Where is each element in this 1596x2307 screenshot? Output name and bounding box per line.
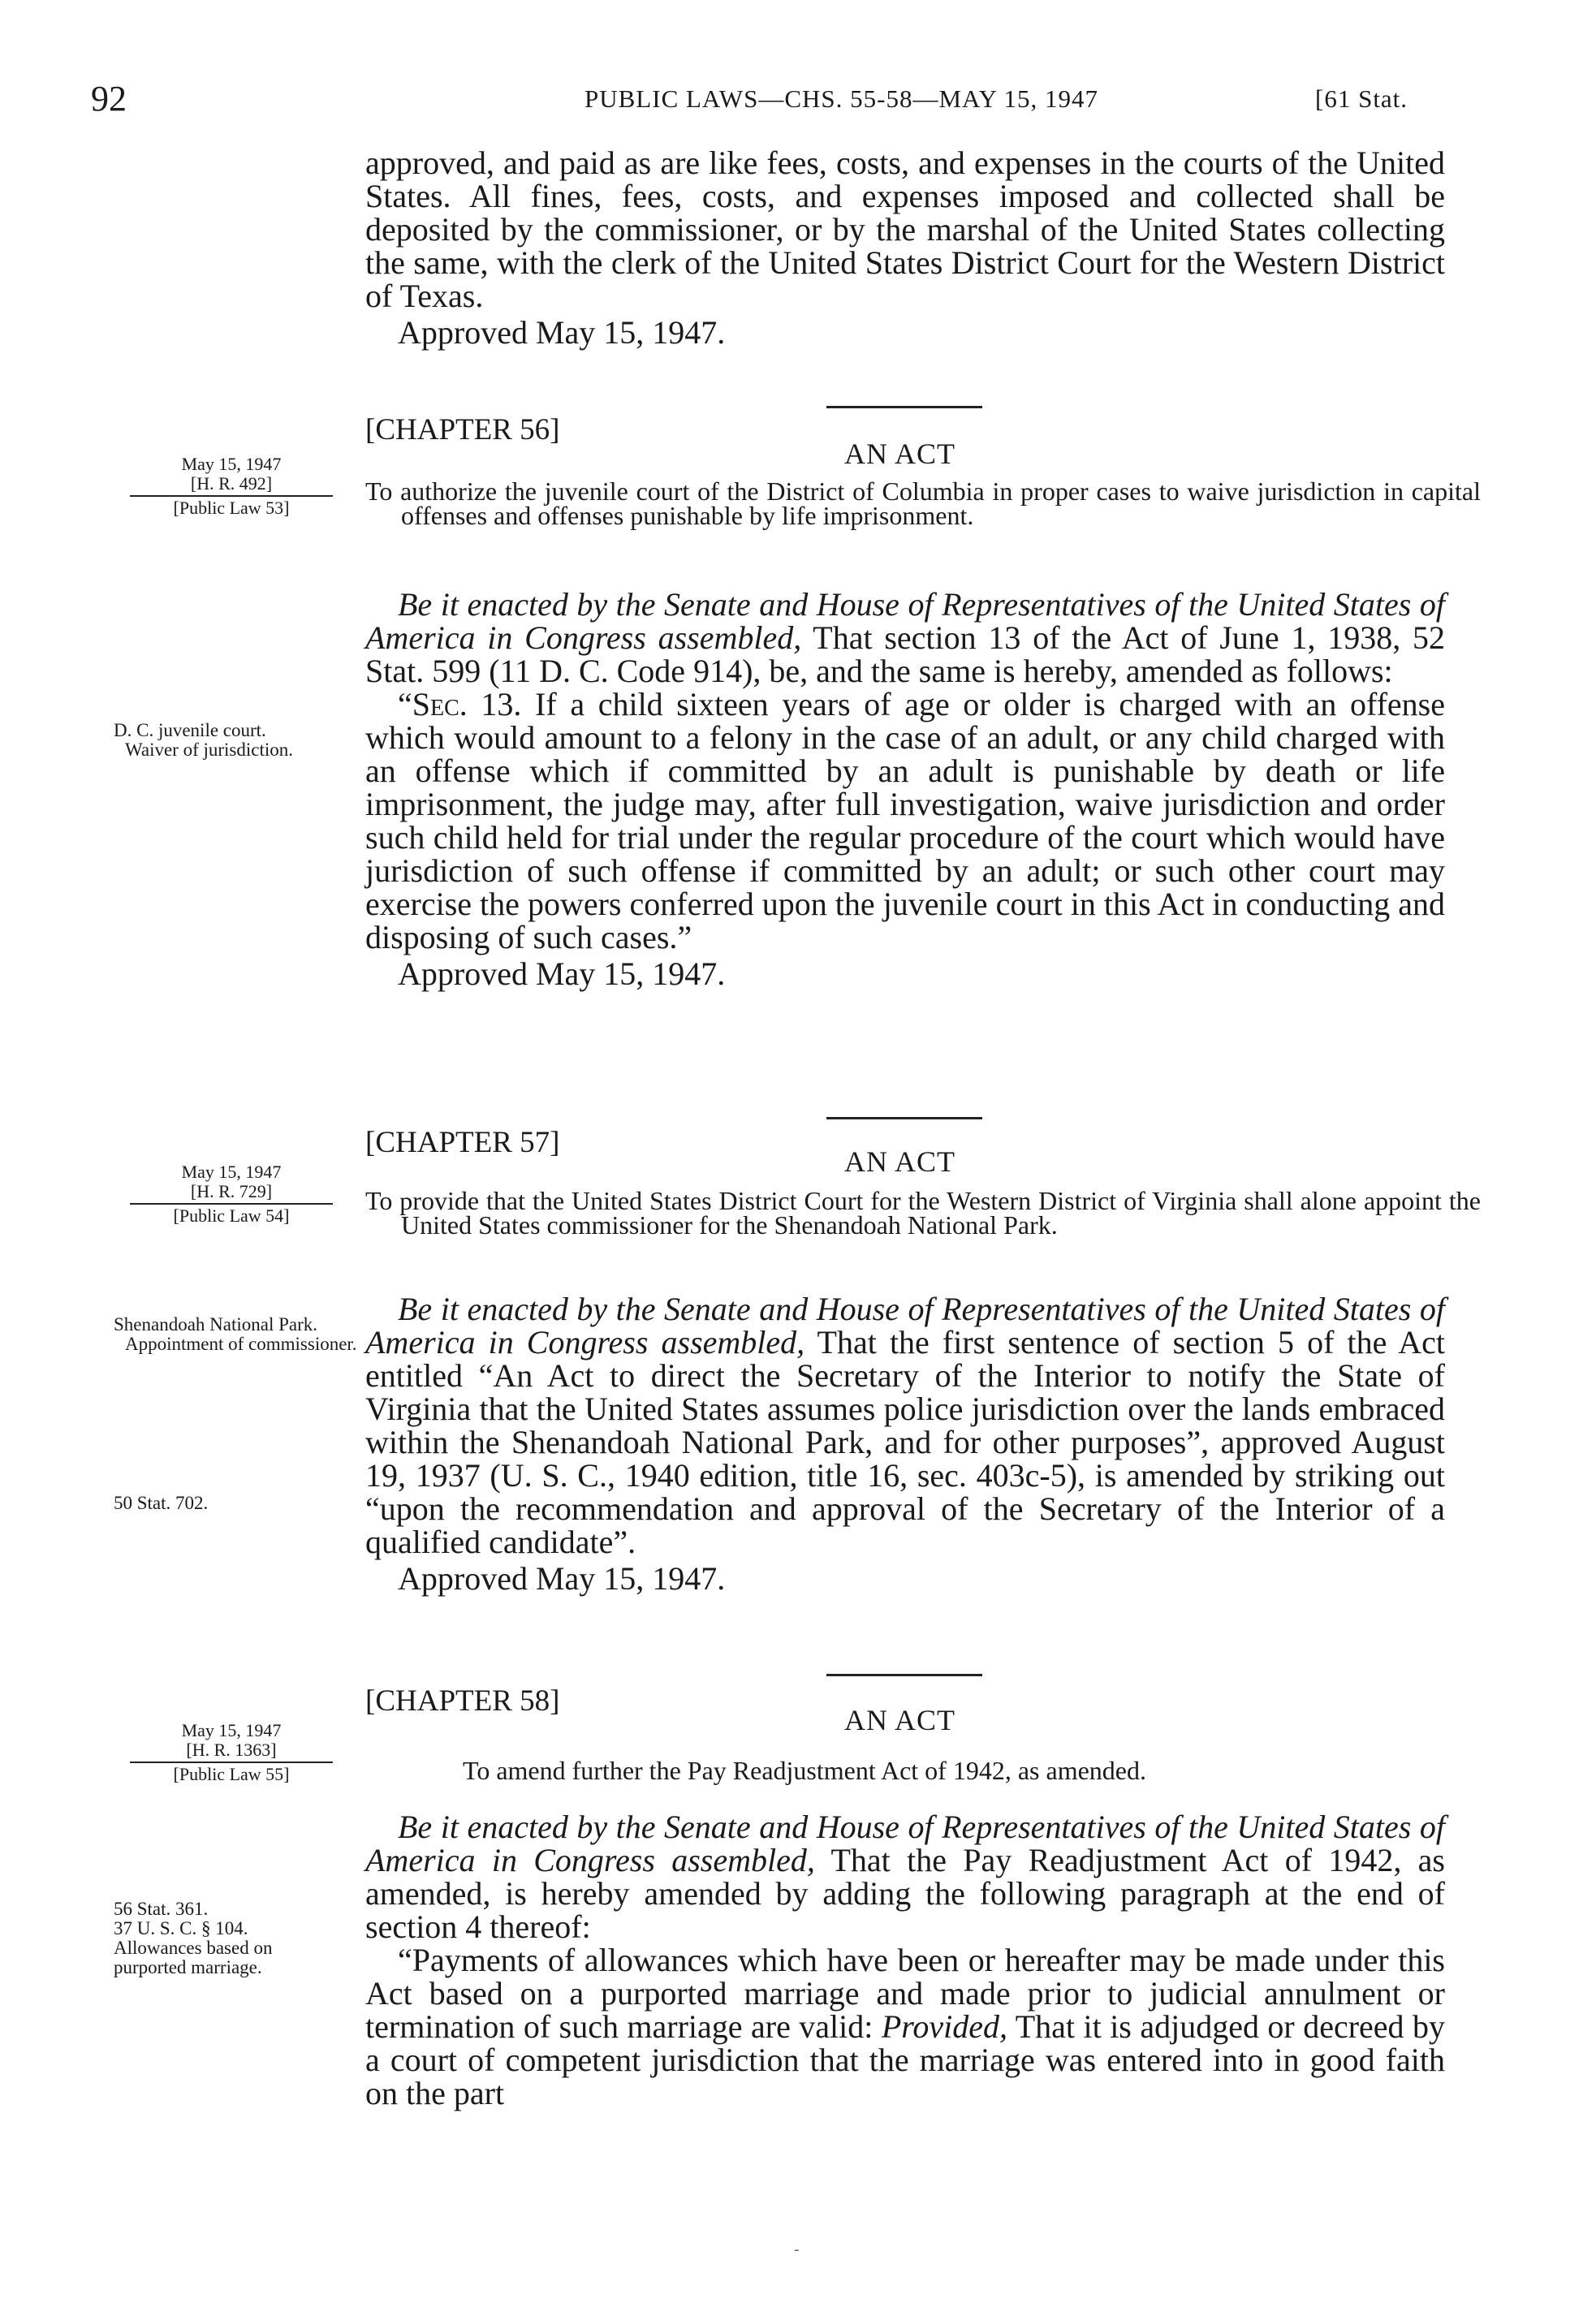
ch56-approved-line: Approved May 15, 1947. — [398, 955, 726, 992]
ch56-rule — [826, 406, 982, 408]
ch57-margin-bill: [H. R. 729] — [190, 1181, 273, 1201]
ch58-enacting-rest: That the Pay Readjustment Act of 1942, as amended, is hereby amended by adding the following paragraph at the end of section 4 thereof: — [365, 1842, 1446, 1945]
ch58-enacting-italic: Be it enacted by the Senate and House of Representatives of the United States of America in Congress assembled, — [365, 1809, 1445, 1878]
ch56-margin-rule — [130, 495, 333, 497]
ch58-body — [365, 1810, 1445, 2110]
ch57-side-note-1: Shenandoah National Park. — [114, 1314, 318, 1335]
ch58-margin-bill: [H. R. 1363] — [186, 1740, 277, 1760]
ch57-margin-note — [114, 1162, 349, 1226]
ch56-enacting-clause — [365, 588, 1445, 688]
ch56-margin-bill: [H. R. 492] — [190, 473, 273, 494]
ch56-margin-note — [114, 455, 349, 518]
ch57-an-act: AN ACT — [844, 1145, 956, 1178]
page-end-mark: - — [794, 2240, 800, 2258]
ch58-provided: Provided, — [881, 2008, 1007, 2045]
prev-chapter-continuation — [365, 146, 1445, 350]
statute-volume: [61 Stat. — [1315, 84, 1408, 113]
ch58-side-note-1: Allowances based on purported marriage. — [114, 1938, 273, 1977]
ch57-margin-law: [Public Law 54] — [173, 1205, 290, 1226]
ch58-rule — [826, 1674, 982, 1676]
ch57-side-note-2: Appointment of commissioner. — [125, 1334, 357, 1354]
ch57-side-citation — [114, 1494, 357, 1513]
ch56-margin-date: May 15, 1947 — [181, 454, 282, 474]
ch58-quote-rest: That it is adjudged or decreed by a court of competent jurisdiction that the marriage was entered into in good faith on the part — [365, 2008, 1445, 2111]
ch57-chapter-heading: [CHAPTER 57] — [365, 1126, 560, 1159]
ch58-margin-note — [114, 1721, 349, 1784]
ch56-purpose: To authorize the juvenile court of the District of Columbia in proper cases to waive jurisdiction in capital offenses and offenses punishable by life imprisonment. — [365, 476, 1481, 530]
ch57-margin-date: May 15, 1947 — [181, 1162, 282, 1182]
ch56-chapter-heading: [CHAPTER 56] — [365, 413, 560, 446]
ch58-purpose: To amend further the Pay Readjustment Act of 1942, as amended. — [463, 1756, 1146, 1785]
ch58-side-cite-1: 56 Stat. 361. — [114, 1899, 209, 1919]
ch58-quote-text: “Payments of allowances which have been or hereafter may be made under this Act based on a purported marriage and made prior to judicial annulment or termination of such marriage are valid: — [365, 1942, 1445, 2045]
ch56-an-act: AN ACT — [844, 438, 956, 470]
ch56-sec-text: 13. If a child sixteen years of age or older is charged with an offense which would amount to a felony in the case of an adult, or any child charged with an offense which if committed by an adult is punishable by death or life imprisonment, the judge may, after full investigation, waive jurisdiction and order such child held for trial under the regular procedure of the court which would have jurisdiction of such offense if committed by an adult; or such other court may exercise the powers conferred upon the juvenile court in this Act in conducting and disposing of such cases.” — [365, 686, 1445, 955]
ch57-enacting-clause — [365, 1292, 1445, 1559]
ch56-side-note — [114, 721, 357, 760]
ch57-body — [365, 1292, 1445, 1596]
ch58-enacting-clause — [365, 1810, 1445, 1943]
ch57-enacting-italic: Be it enacted by the Senate and House of Representatives of the United States of America in Congress assembled, — [365, 1291, 1445, 1360]
ch56-margin-law: [Public Law 53] — [173, 498, 290, 518]
ch57-approved-line: Approved May 15, 1947. — [398, 1560, 726, 1597]
ch56-open-quote: “ — [398, 686, 412, 722]
running-title: PUBLIC LAWS—CHS. 55-58—MAY 15, 1947 — [584, 84, 1099, 113]
prev-approved-line: Approved May 15, 1947. — [398, 314, 726, 351]
prev-chapter-text: approved, and paid as are like fees, costs, and expenses in the courts of the United States. All fines, fees, costs, and expenses imposed and collected shall be deposited by the commissioner, or by the marshal of the United States collecting the same, with the clerk of the United States District Court for the Western District of Texas. — [365, 144, 1445, 314]
ch56-enacting-rest: That section 13 of the Act of June 1, 1938, 52 Stat. 599 (11 D. C. Code 914), be, and the same is hereby, amended as follows: — [365, 619, 1445, 689]
ch57-side-cite: 50 Stat. 702. — [114, 1493, 209, 1513]
ch57-rule — [826, 1117, 982, 1119]
ch58-margin-rule — [130, 1762, 333, 1763]
ch58-inserted-paragraph — [365, 1943, 1445, 2110]
ch58-margin-date: May 15, 1947 — [181, 1720, 282, 1740]
ch58-side-citations — [114, 1900, 357, 1977]
ch58-margin-law: [Public Law 55] — [173, 1764, 290, 1784]
ch56-side-note-1: D. C. juvenile court. — [114, 720, 266, 740]
ch57-purpose: To provide that the United States District Court for the Western District of Virginia shall alone appoint the United States commissioner for the Shenandoah National Park. — [365, 1186, 1481, 1240]
ch56-body — [365, 588, 1445, 991]
ch57-side-note — [114, 1315, 357, 1354]
page-number: 92 — [91, 79, 127, 119]
ch57-margin-rule — [130, 1203, 333, 1205]
ch58-side-cite-2: 37 U. S. C. § 104. — [114, 1918, 248, 1938]
ch56-enacting-italic: Be it enacted by the Senate and House of Representatives of the United States of America in Congress assembled, — [365, 586, 1445, 656]
ch58-an-act: AN ACT — [844, 1704, 956, 1736]
ch56-sec-label: Sec. — [412, 686, 468, 722]
ch56-side-note-2: Waiver of jurisdiction. — [125, 740, 294, 760]
ch57-enacting-rest: That the first sentence of section 5 of the Act entitled “An Act to direct the Secretary of the Interior to notify the State of Virginia that the United States assumes police jurisdiction over the lands embraced within the Shenandoah National Park, and for other purposes”, approved August 19, 1937 (U. S. C., 1940 edition, title 16, sec. 403c-5), is amended by striking out “upon the recommendation and approval of the Secretary of the Interior of a qualified candidate”. — [365, 1324, 1445, 1560]
ch56-section-13 — [365, 688, 1445, 954]
ch58-chapter-heading: [CHAPTER 58] — [365, 1684, 560, 1718]
